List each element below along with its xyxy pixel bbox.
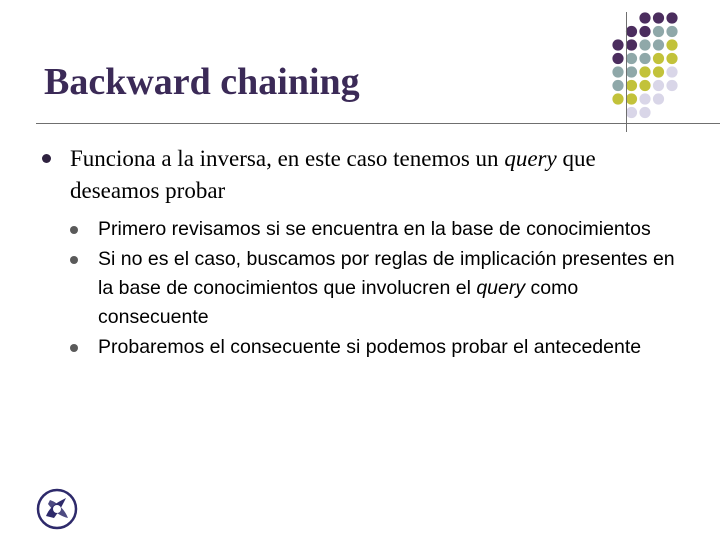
decorative-dot bbox=[612, 66, 623, 77]
decorative-dot bbox=[639, 39, 650, 50]
title-divider-vertical bbox=[626, 12, 627, 132]
sub-bullet-3-text: Probaremos el consecuente si podemos probar el antecedente bbox=[98, 336, 642, 358]
decorative-dot bbox=[653, 80, 664, 91]
sub-bullet-2 bbox=[98, 245, 688, 332]
decorative-dot bbox=[612, 39, 623, 50]
decorative-dot bbox=[626, 107, 637, 118]
decorative-dot bbox=[639, 80, 650, 91]
decorative-dot bbox=[666, 80, 677, 91]
decorative-dot bbox=[626, 26, 637, 37]
decorative-dot bbox=[666, 12, 677, 23]
bullet-dot bbox=[70, 226, 78, 234]
slide-body bbox=[38, 143, 678, 363]
decorative-dot bbox=[639, 12, 650, 23]
decorative-dot bbox=[639, 93, 650, 104]
decorative-dot bbox=[639, 107, 650, 118]
main-bullet-text-start: Funciona a la inversa, en este caso tenemos un bbox=[70, 146, 505, 171]
decorative-dot bbox=[666, 39, 677, 50]
decorative-dot bbox=[666, 66, 677, 77]
decorative-dot bbox=[653, 53, 664, 64]
decorative-dot bbox=[653, 39, 664, 50]
decorative-dot bbox=[612, 53, 623, 64]
sub-bullet-2-emphasis: query bbox=[476, 277, 526, 299]
decorative-dot bbox=[626, 93, 637, 104]
decorative-dot bbox=[653, 66, 664, 77]
main-bullet-emphasis: query bbox=[504, 146, 557, 171]
decorative-dot bbox=[639, 26, 650, 37]
sub-bullet-1-text: Primero revisamos si se encuentra en la base de conocimientos bbox=[98, 218, 651, 240]
decorative-dot bbox=[653, 26, 664, 37]
decorative-dot bbox=[639, 66, 650, 77]
university-logo bbox=[36, 488, 78, 530]
decorative-dot bbox=[612, 93, 623, 104]
bullet-dot bbox=[42, 154, 51, 163]
decorative-dot bbox=[626, 53, 637, 64]
decorative-dot bbox=[666, 53, 677, 64]
decorative-dot bbox=[626, 80, 637, 91]
decorative-dot bbox=[626, 39, 637, 50]
sub-bullet-2-text-start: Si no es el caso, buscamos por reglas de implicación presentes en la base de conocimientos que involucren el bbox=[98, 248, 675, 299]
sub-bullet-3 bbox=[98, 333, 688, 362]
decorative-dot bbox=[639, 53, 650, 64]
decorative-dot bbox=[626, 66, 637, 77]
decorative-dot bbox=[666, 26, 677, 37]
bullet-dot bbox=[70, 344, 78, 352]
sub-bullet-1 bbox=[98, 215, 688, 244]
main-bullet-text-end: que deseamos probar bbox=[70, 146, 596, 203]
slide-title: Backward chaining bbox=[44, 61, 360, 103]
title-divider-horizontal bbox=[36, 123, 720, 124]
main-bullet bbox=[38, 143, 678, 207]
sub-bullet-list bbox=[38, 215, 688, 362]
decorative-dot bbox=[653, 93, 664, 104]
bullet-dot bbox=[70, 256, 78, 264]
decorative-dot bbox=[612, 80, 623, 91]
decorative-dot bbox=[653, 12, 664, 23]
sub-bullet-2-text-end: como consecuente bbox=[98, 277, 579, 328]
